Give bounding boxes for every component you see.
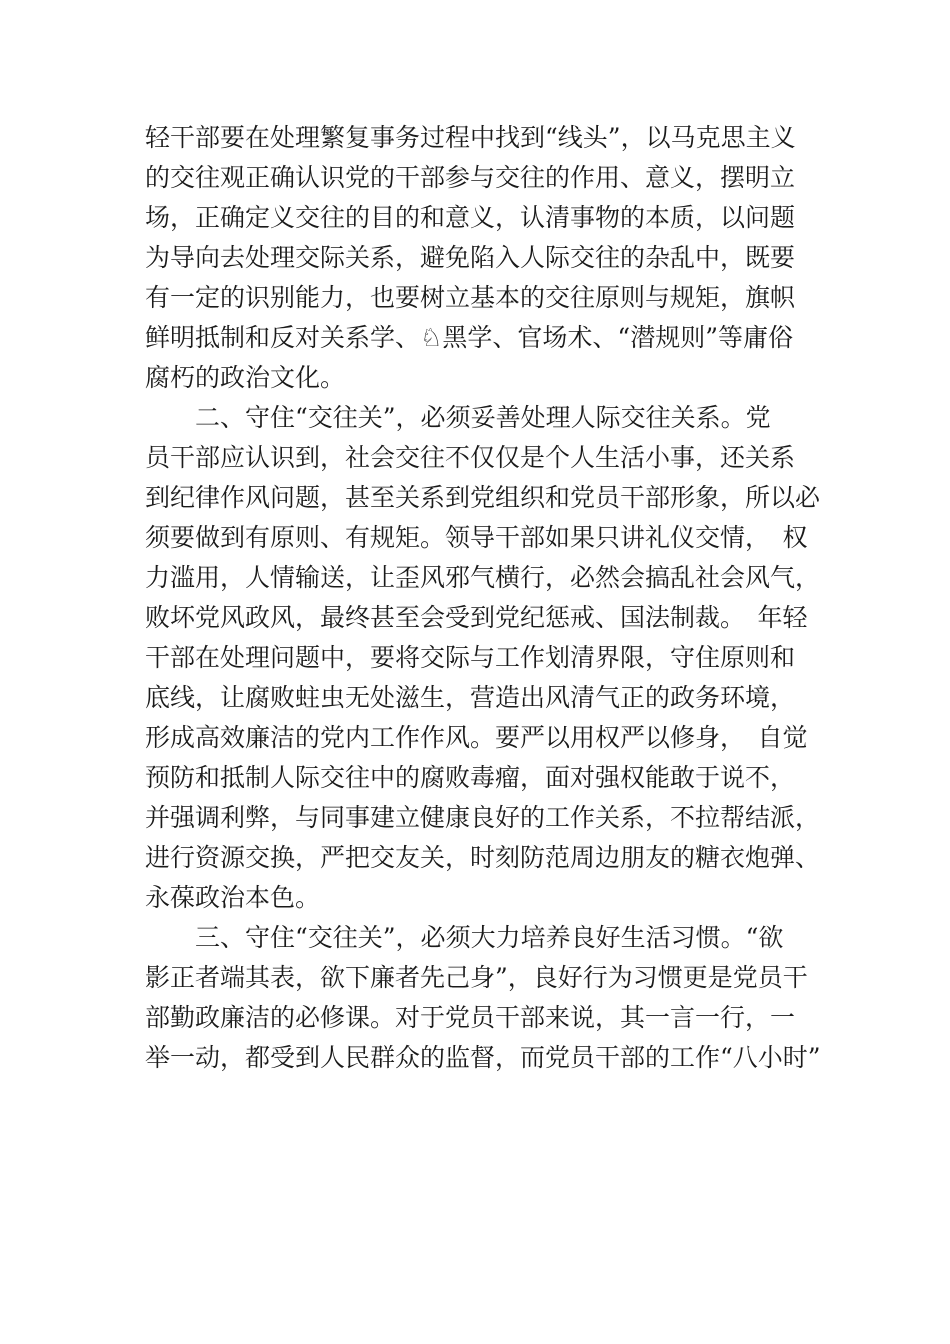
text-line: 为导向去处理交际关系，避免陷入人际交往的杂乱中，既要	[145, 243, 796, 272]
text-line: 到纪律作风问题，甚至关系到党组织和党员干部形象，所以必	[145, 483, 821, 512]
text-line: 有一定的识别能力，也要树立基本的交往原则与规矩，旗帜	[145, 283, 796, 312]
text-line: 二、守住“交往关”，必须妥善处理人际交往关系。党	[145, 403, 771, 432]
text-line: 鲜明抵制和反对关系学、♘黑学、官场术、“潜规则”等庸俗	[145, 323, 793, 352]
text-line: 须要做到有原则、有规矩。领导干部如果只讲礼仪交情， 权	[145, 523, 808, 552]
text-line: 轻干部要在处理繁复事务过程中找到“线头”，以马克思主义	[145, 123, 796, 152]
text-line: 三、守住“交往关”，必须大力培养良好生活习惯。“欲	[145, 923, 784, 952]
text-line: 员干部应认识到，社会交往不仅仅是个人生活小事，还关系	[145, 443, 796, 472]
text-line: 永葆政治本色。	[145, 883, 321, 912]
text-line: 预防和抵制人际交往中的腐败毒瘤，面对强权能敢于说不，	[145, 763, 796, 792]
body-text	[145, 118, 825, 1078]
text-line: 部勤政廉洁的必修课。对于党员干部来说，其一言一行，一	[145, 1003, 796, 1032]
text-line: 底线，让腐败蛀虫无处滋生，营造出风清气正的政务环境，	[145, 683, 796, 712]
text-line: 腐朽的政治文化。	[145, 363, 346, 392]
text-line: 举一动，都受到人民群众的监督，而党员干部的工作“八小时”	[145, 1043, 821, 1072]
text-line: 力滥用，人情输送，让歪风邪气横行，必然会搞乱社会风气，	[145, 563, 821, 592]
text-line: 败坏党风政风，最终甚至会受到党纪惩戒、国法制裁。 年轻	[145, 603, 808, 632]
text-line: 并强调利弊，与同事建立健康良好的工作关系，不拉帮结派，	[145, 803, 821, 832]
text-line: 干部在处理问题中，要将交际与工作划清界限，守住原则和	[145, 643, 796, 672]
text-line: 的交往观正确认识党的干部参与交往的作用、意义，摆明立	[145, 163, 796, 192]
text-line: 场，正确定义交往的目的和意义，认清事物的本质，以问题	[145, 203, 796, 232]
text-line: 形成高效廉洁的党内工作作风。要严以用权严以修身， 自觉	[145, 723, 808, 752]
text-line: 进行资源交换，严把交友关，时刻防范周边朋友的糖衣炮弹、	[145, 843, 821, 872]
text-line: 影正者端其表，欲下廉者先己身”，良好行为习惯更是党员干	[145, 963, 808, 992]
